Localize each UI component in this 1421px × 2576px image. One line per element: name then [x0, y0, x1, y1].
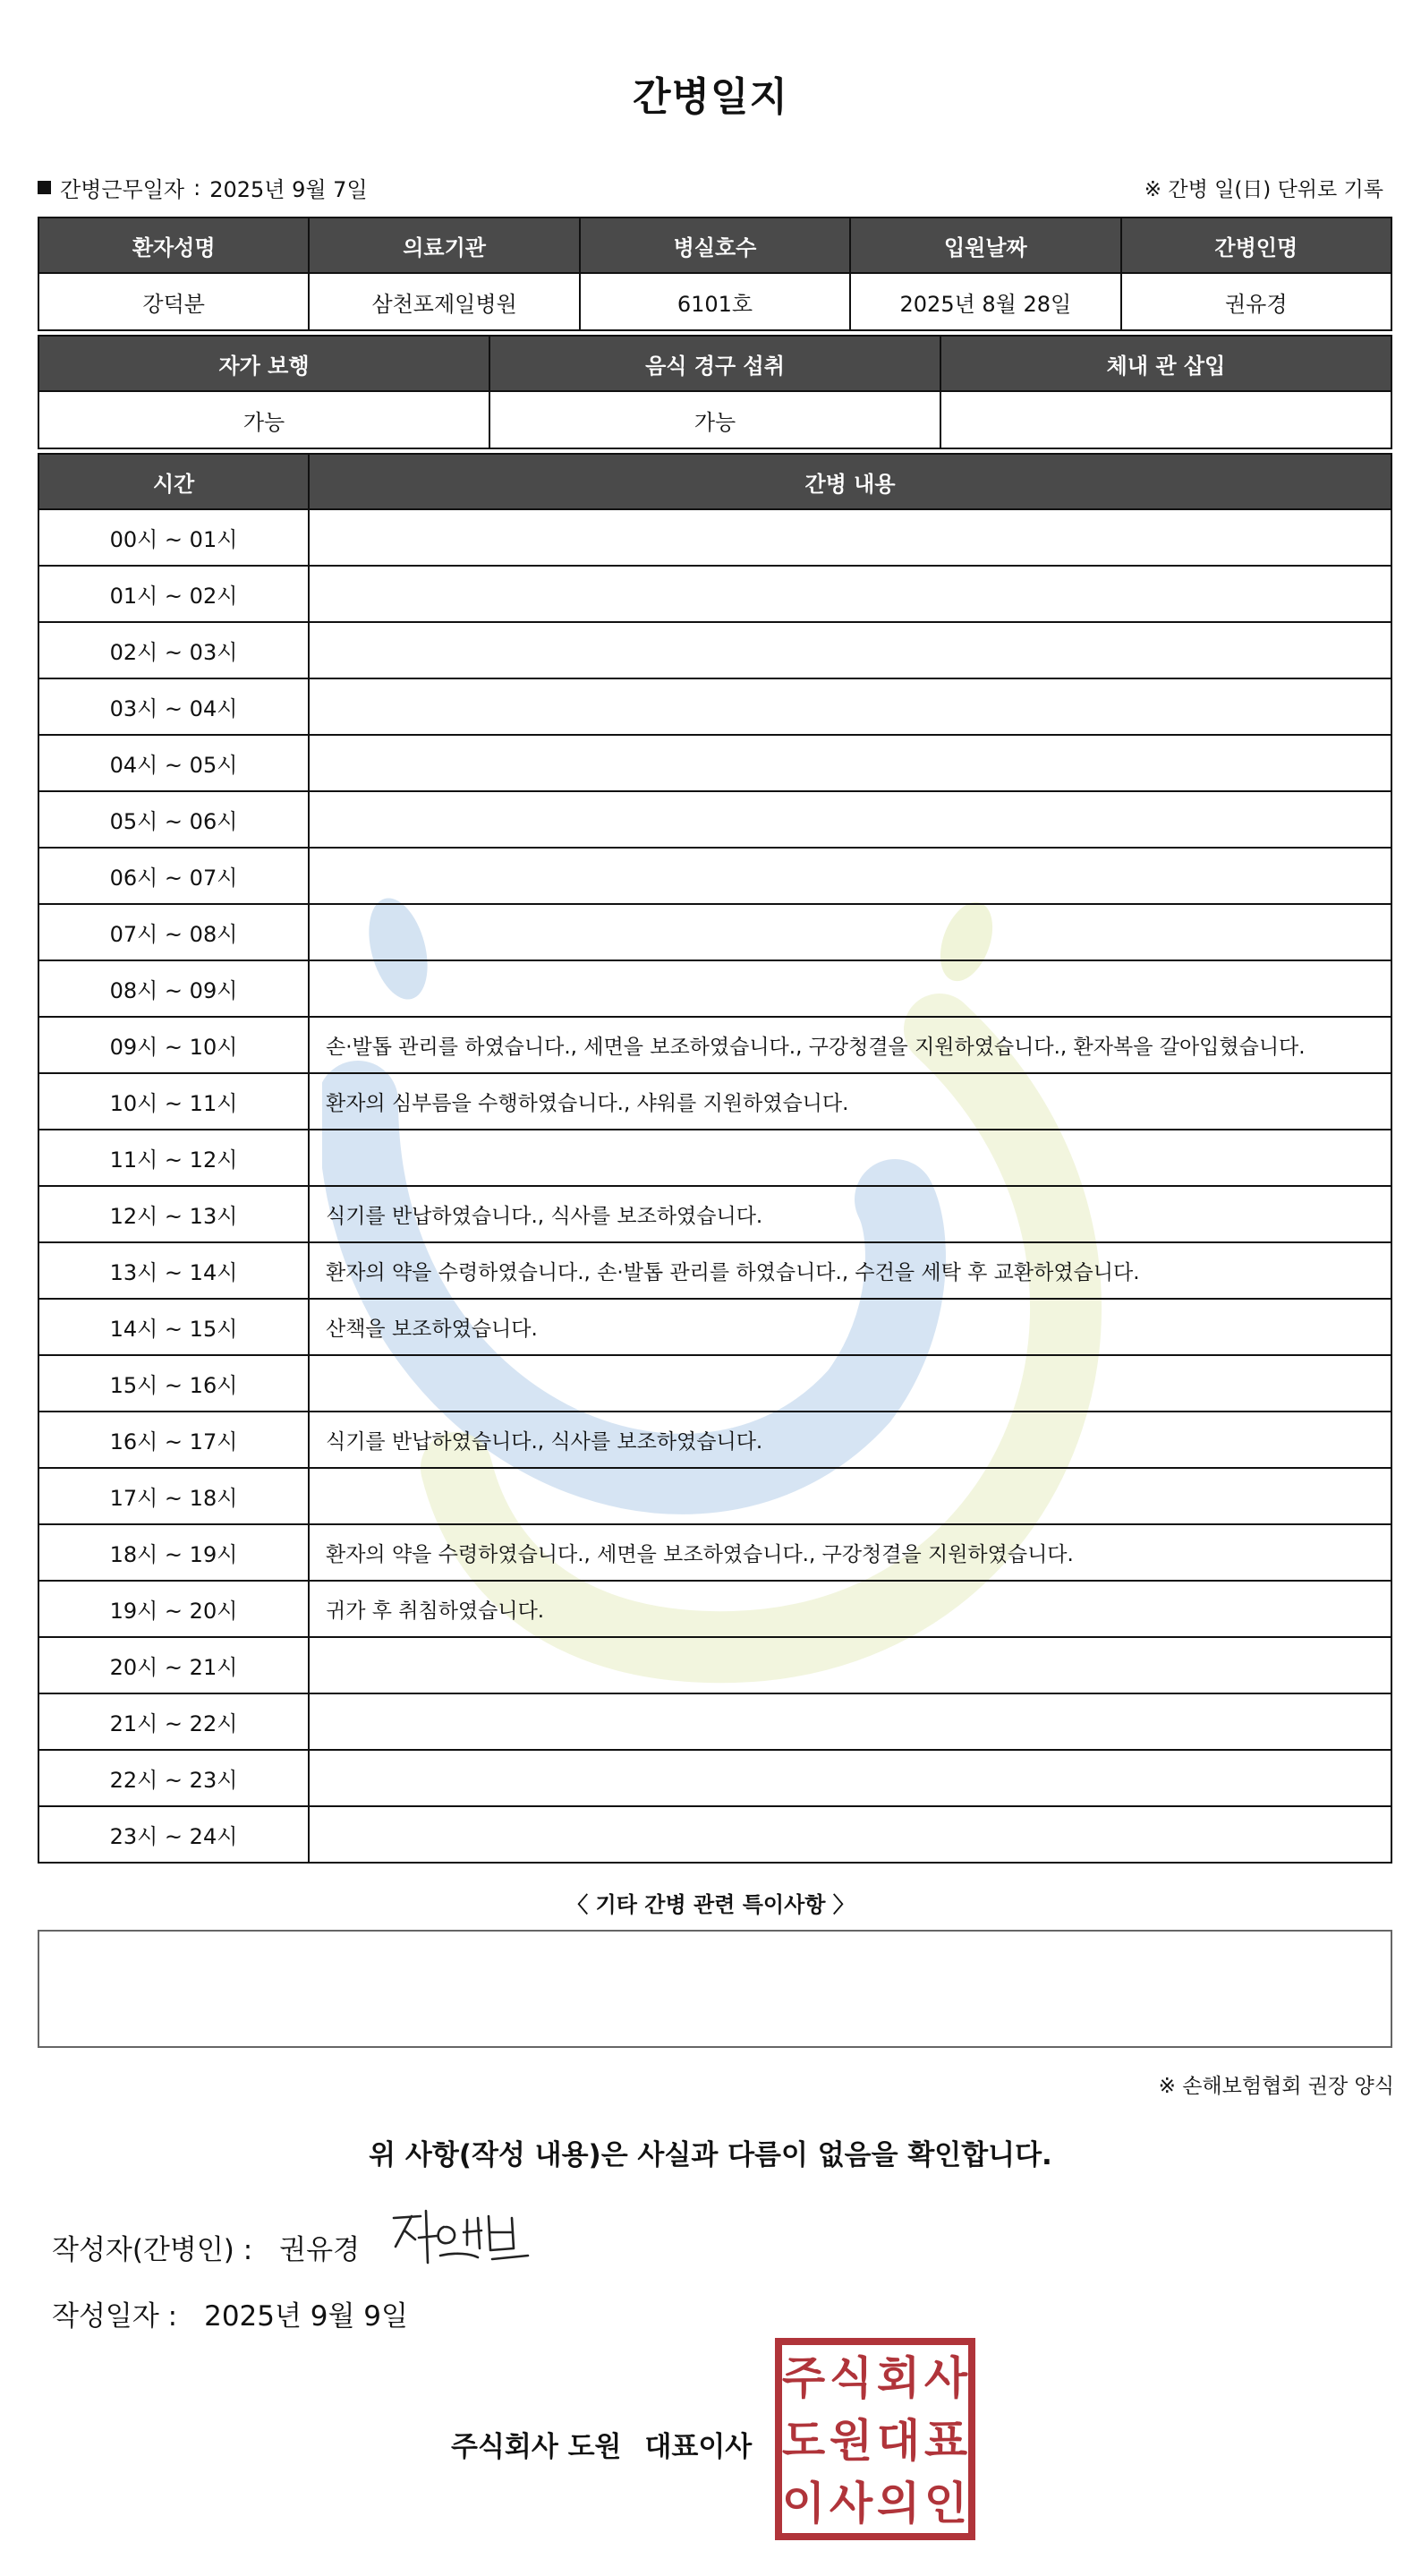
work-date-label: 간병근무일자	[60, 177, 185, 202]
time-slot: 20시 ~ 21시	[38, 1637, 309, 1693]
table-row	[38, 1581, 1391, 1637]
table-row	[38, 1242, 1391, 1299]
company-title: 대표이사	[644, 2431, 753, 2463]
time-slot: 02시 ~ 03시	[38, 622, 309, 678]
header-tube: 체내 관 삽입	[940, 336, 1391, 391]
care-log-body	[38, 509, 1391, 1863]
table-row	[38, 904, 1391, 960]
time-slot: 07시 ~ 08시	[38, 904, 309, 960]
written-date-line	[52, 2293, 408, 2333]
table-row	[38, 1130, 1391, 1186]
care-content	[309, 509, 1391, 566]
room-number: 6101호	[580, 273, 850, 330]
company-name: 주식회사 도원	[451, 2431, 622, 2463]
table-header-row	[38, 218, 1391, 273]
written-date-value: 2025년 9월 9일	[204, 2300, 408, 2333]
header-hospital: 의료기관	[309, 218, 579, 273]
table-row	[38, 566, 1391, 622]
care-log-table	[38, 453, 1392, 1864]
table-row	[38, 848, 1391, 904]
seal-character: 이	[781, 2478, 826, 2529]
time-slot: 21시 ~ 22시	[38, 1693, 309, 1750]
care-content: 환자의 약을 수령하였습니다., 손·발톱 관리를 하였습니다., 수건을 세탁 후 교환하였습니다.	[309, 1242, 1391, 1299]
care-content	[309, 1806, 1391, 1863]
table-row	[38, 391, 1391, 448]
care-content: 귀가 후 취침하였습니다.	[309, 1581, 1391, 1637]
table-row	[38, 1017, 1391, 1073]
table-row	[38, 1073, 1391, 1130]
writer-name: 권유경	[279, 2234, 361, 2266]
seal-character: 사	[923, 2352, 968, 2404]
written-date-label: 작성일자 :	[52, 2300, 178, 2333]
page-title: 간병일지	[632, 74, 788, 120]
time-slot: 10시 ~ 11시	[38, 1073, 309, 1130]
seal-character: 대	[876, 2415, 921, 2467]
header-patient-name: 환자성명	[38, 218, 309, 273]
seal-character: 원	[829, 2415, 873, 2467]
header-oral-intake: 음식 경구 섭취	[489, 336, 940, 391]
care-content	[309, 678, 1391, 735]
care-content: 식기를 반납하였습니다., 식사를 보조하였습니다.	[309, 1186, 1391, 1242]
walking-value: 가능	[38, 391, 489, 448]
form-footnote: ※ 손해보험협회 권장 양식	[1158, 2075, 1394, 2098]
table-row	[38, 273, 1391, 330]
record-unit-note: ※ 간병 일(日) 단위로 기록	[1144, 178, 1383, 201]
time-slot: 23시 ~ 24시	[38, 1806, 309, 1863]
seal-character: 표	[923, 2415, 968, 2467]
header-care-content: 간병 내용	[309, 454, 1391, 509]
care-content: 식기를 반납하였습니다., 식사를 보조하였습니다.	[309, 1412, 1391, 1468]
time-slot: 18시 ~ 19시	[38, 1524, 309, 1581]
time-slot: 13시 ~ 14시	[38, 1242, 309, 1299]
time-slot: 01시 ~ 02시	[38, 566, 309, 622]
work-date-sep: :	[193, 175, 201, 200]
work-date-value: 2025년 9월 7일	[209, 177, 368, 202]
company-seal-stamp	[775, 2338, 975, 2540]
hospital-name: 삼천포제일병원	[309, 273, 579, 330]
table-row	[38, 1355, 1391, 1412]
work-date-line	[38, 172, 368, 203]
time-slot: 03시 ~ 04시	[38, 678, 309, 735]
table-row	[38, 1750, 1391, 1806]
care-content	[309, 1750, 1391, 1806]
seal-character: 주	[781, 2352, 826, 2404]
table-row	[38, 791, 1391, 848]
table-header-row	[38, 336, 1391, 391]
time-slot: 04시 ~ 05시	[38, 735, 309, 791]
care-content: 산책을 보조하였습니다.	[309, 1299, 1391, 1355]
table-row	[38, 1412, 1391, 1468]
table-row	[38, 1299, 1391, 1355]
time-slot: 16시 ~ 17시	[38, 1412, 309, 1468]
time-slot: 17시 ~ 18시	[38, 1468, 309, 1524]
care-content	[309, 848, 1391, 904]
admission-date: 2025년 8월 28일	[850, 273, 1120, 330]
seal-character: 인	[923, 2478, 968, 2529]
care-content	[309, 960, 1391, 1017]
table-row	[38, 1468, 1391, 1524]
care-content: 손·발톱 관리를 하였습니다., 세면을 보조하였습니다., 구강청결을 지원하였습니다., 환자복을 갈아입혔습니다.	[309, 1017, 1391, 1073]
table-row	[38, 1524, 1391, 1581]
seal-character: 회	[876, 2352, 921, 2404]
table-row	[38, 960, 1391, 1017]
tube-value	[940, 391, 1391, 448]
caregiver-name: 권유경	[1121, 273, 1391, 330]
care-content	[309, 1637, 1391, 1693]
care-content	[309, 904, 1391, 960]
care-content	[309, 1355, 1391, 1412]
handwritten-signature	[385, 2200, 546, 2281]
care-content	[309, 791, 1391, 848]
bullet-square-icon	[38, 181, 51, 194]
seal-character: 식	[829, 2352, 873, 2404]
oral-intake-value: 가능	[489, 391, 940, 448]
header-room: 병실호수	[580, 218, 850, 273]
time-slot: 11시 ~ 12시	[38, 1130, 309, 1186]
time-slot: 06시 ~ 07시	[38, 848, 309, 904]
time-slot: 05시 ~ 06시	[38, 791, 309, 848]
table-row	[38, 1693, 1391, 1750]
care-content: 환자의 약을 수령하였습니다., 세면을 보조하였습니다., 구강청결을 지원하였습니다.	[309, 1524, 1391, 1581]
header-walking: 자가 보행	[38, 336, 489, 391]
seal-character: 의	[876, 2478, 921, 2529]
seal-character: 사	[829, 2478, 873, 2529]
time-slot: 22시 ~ 23시	[38, 1750, 309, 1806]
time-slot: 08시 ~ 09시	[38, 960, 309, 1017]
time-slot: 14시 ~ 15시	[38, 1299, 309, 1355]
table-header-row	[38, 454, 1391, 509]
time-slot: 12시 ~ 13시	[38, 1186, 309, 1242]
company-line	[451, 2424, 752, 2464]
header-admission-date: 입원날짜	[850, 218, 1120, 273]
care-content	[309, 566, 1391, 622]
care-content	[309, 1693, 1391, 1750]
table-row	[38, 1806, 1391, 1863]
table-row	[38, 678, 1391, 735]
care-content	[309, 1130, 1391, 1186]
patient-info-table	[38, 217, 1392, 331]
table-row	[38, 509, 1391, 566]
care-content: 환자의 심부름을 수행하였습니다., 샤워를 지원하였습니다.	[309, 1073, 1391, 1130]
table-row	[38, 622, 1391, 678]
table-row	[38, 735, 1391, 791]
time-slot: 00시 ~ 01시	[38, 509, 309, 566]
care-content	[309, 735, 1391, 791]
confirmation-statement: 위 사항(작성 내용)은 사실과 다름이 없음을 확인합니다.	[369, 2139, 1052, 2171]
notes-box	[38, 1930, 1392, 2048]
patient-status-table	[38, 335, 1392, 449]
care-content	[309, 622, 1391, 678]
table-row	[38, 1186, 1391, 1242]
seal-character: 도	[781, 2415, 826, 2467]
writer-label: 작성자(간병인) :	[52, 2234, 253, 2266]
notes-title: 〈 기타 간병 관련 특이사항 〉	[566, 1892, 855, 1917]
time-slot: 09시 ~ 10시	[38, 1017, 309, 1073]
time-slot: 15시 ~ 16시	[38, 1355, 309, 1412]
header-caregiver: 간병인명	[1121, 218, 1391, 273]
patient-name: 강덕분	[38, 273, 309, 330]
writer-line	[52, 2227, 360, 2267]
header-time: 시간	[38, 454, 309, 509]
care-content	[309, 1468, 1391, 1524]
time-slot: 19시 ~ 20시	[38, 1581, 309, 1637]
table-row	[38, 1637, 1391, 1693]
